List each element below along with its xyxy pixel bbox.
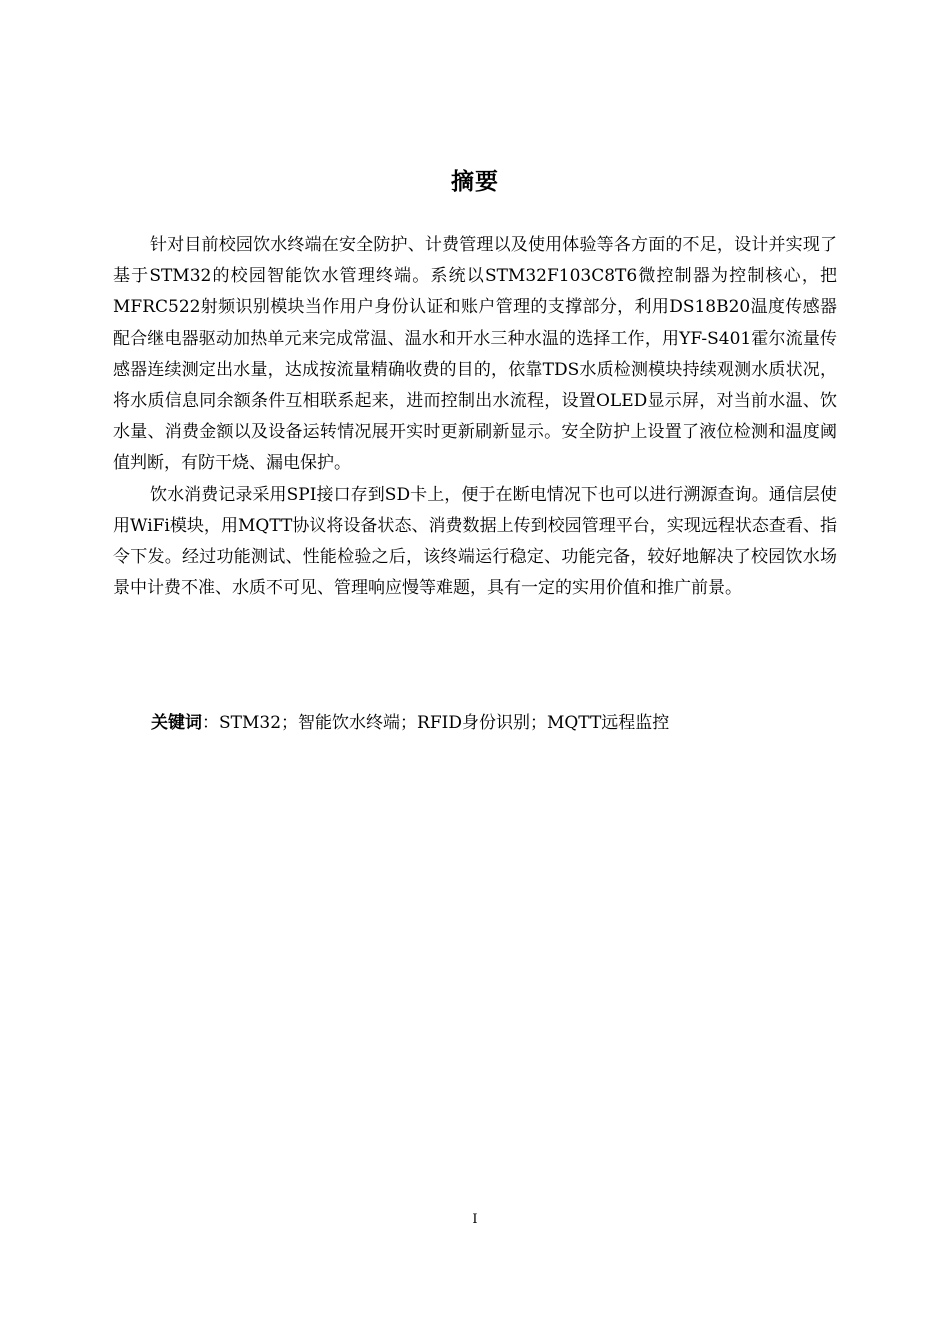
page-number: I <box>472 1212 478 1227</box>
abstract-title: 摘要 <box>451 169 499 195</box>
keywords-text: ：STM32；智能饮水终端；RFID身份识别；MQTT远程监控 <box>202 713 670 733</box>
abstract-body <box>113 230 837 604</box>
abstract-paragraph-2: 饮水消费记录采用SPI接口存到SD卡上，便于在断电情况下也可以进行溯源查询。通信层使用WiFi模块，用MQTT协议将设备状态、消费数据上传到校园管理平台，实现远程状态查看、指令下发。经过功能测试、性能检验之后，该终端运行稳定、功能完备，较好地解决了校园饮水场景中计费不准、水质不可见、管理响应慢等难题，具有一定的实用价值和推广前景。 <box>113 484 837 599</box>
abstract-paragraph-1: 针对目前校园饮水终端在安全防护、计费管理以及使用体验等各方面的不足，设计并实现了基于STM32的校园智能饮水管理终端。系统以STM32F103C8T6微控制器为控制核心，把MFRC522射频识别模块当作用户身份认证和账户管理的支撑部分，利用DS18B20温度传感器配合继电器驱动加热单元来完成常温、温水和开水三种水温的选择工作，用YF-S401霍尔流量传感器连续测定出水量，达成按流量精确收费的目的，依靠TDS水质检测模块持续观测水质状况，将水质信息同余额条件互相联系起来，进而控制出水流程，设置OLED显示屏，对当前水温、饮水量、消费金额以及设备运转情况展开实时更新刷新显示。安全防护上设置了液位检测和温度阈值判断，有防干烧、漏电保护。 <box>113 235 837 474</box>
keywords-line <box>151 708 669 739</box>
keywords-label: 关键词 <box>151 713 202 733</box>
